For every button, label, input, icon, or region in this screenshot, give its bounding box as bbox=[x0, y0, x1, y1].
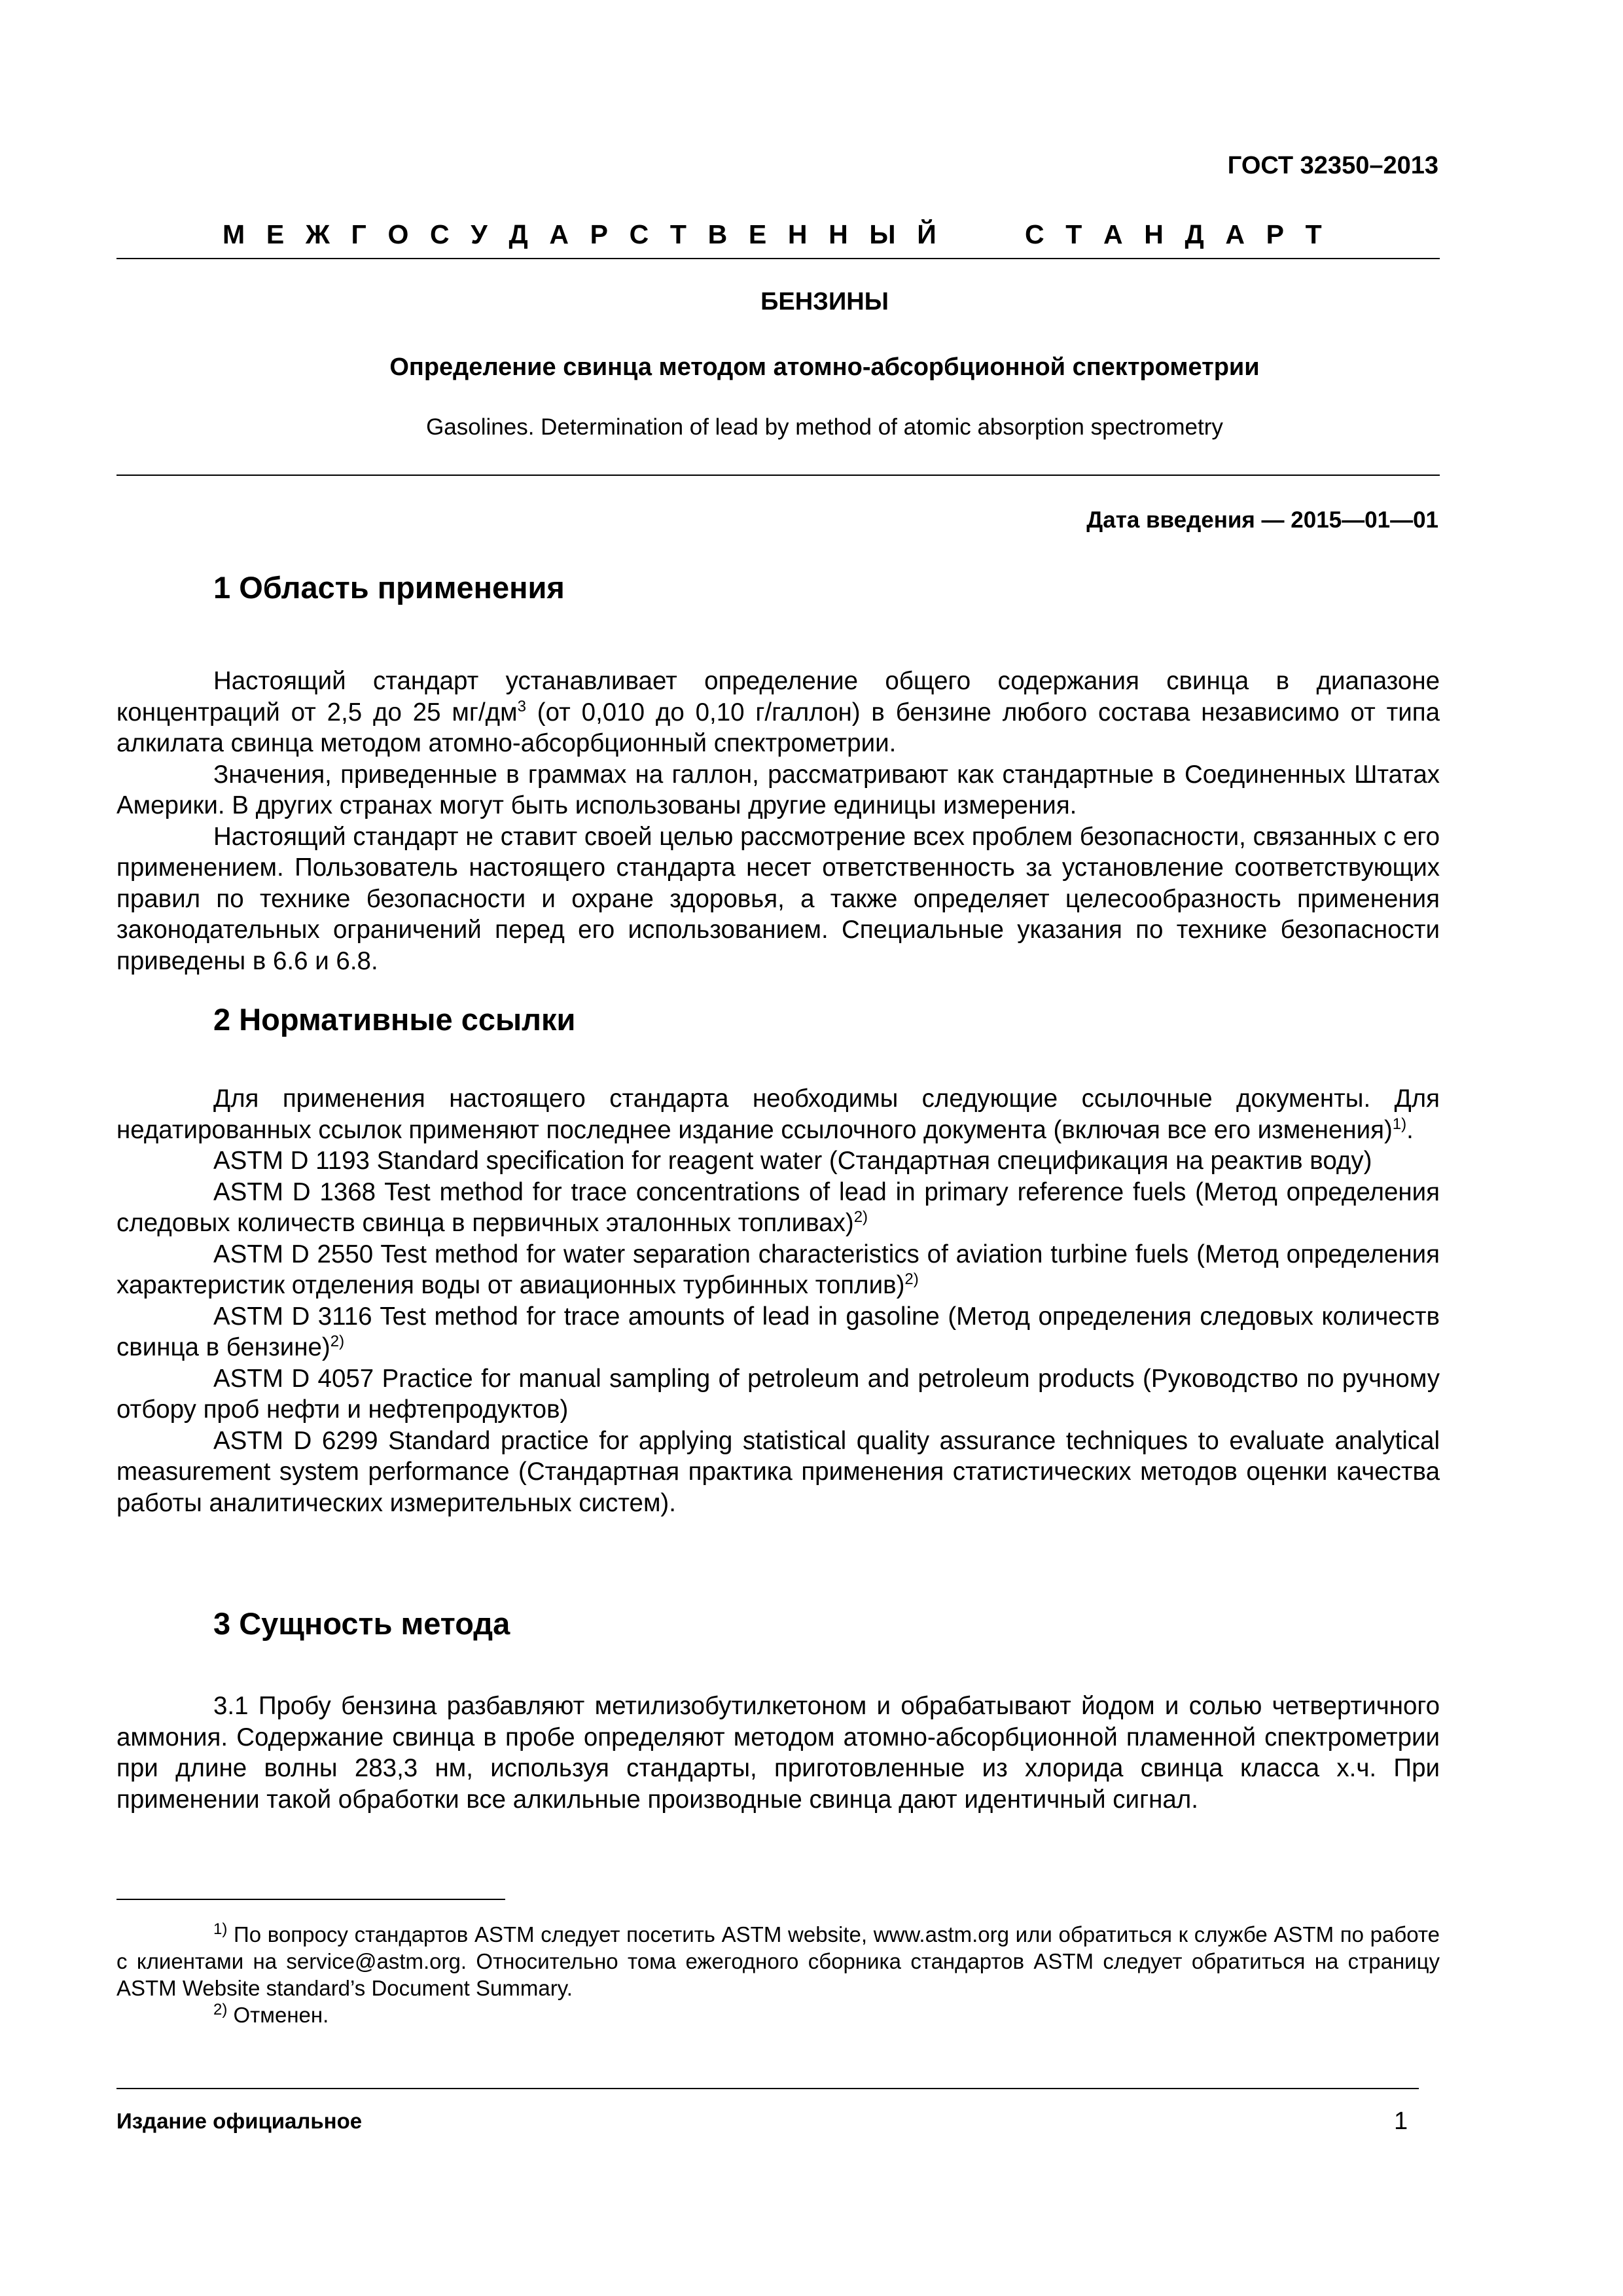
interstate-letter: Е bbox=[748, 219, 767, 249]
interstate-letter: Г bbox=[351, 219, 366, 249]
document-title-english: Gasolines. Determination of lead by method of atomic absorption spectrometry bbox=[426, 414, 1223, 440]
superscript: 3 bbox=[517, 697, 526, 715]
interstate-letter: А bbox=[1225, 219, 1245, 249]
standard-number: ГОСТ 32350–2013 bbox=[1227, 152, 1438, 179]
interstate-letter: У bbox=[471, 219, 488, 249]
document-title: БЕНЗИНЫ bbox=[760, 288, 889, 315]
reference-text: ASTM D 1368 Test method for trace concentrations of lead in primary reference fuels (Метод определения следовых количеств свинца в первичных эталонных топливах) bbox=[116, 1177, 1440, 1237]
footnote-text: Отменен. bbox=[227, 2003, 329, 2027]
interstate-letter: Д bbox=[508, 219, 528, 249]
paragraph-text: (от 0,010 до 0,10 г/галлон) в бензине любого состава независимо от типа алкилата свинца методом атомно-абсорбционный спектрометрии. bbox=[116, 698, 1440, 757]
interstate-letter: С bbox=[629, 219, 649, 249]
introduction-date: Дата введения — 2015—01—01 bbox=[1086, 507, 1438, 533]
reference-item bbox=[116, 1363, 1440, 1426]
title-divider bbox=[116, 475, 1440, 476]
footer-divider bbox=[116, 2088, 1419, 2089]
reference-item bbox=[116, 1177, 1440, 1239]
word-gap bbox=[957, 219, 1003, 250]
footnote-ref: 2) bbox=[904, 1270, 919, 1289]
interstate-letter: Т bbox=[669, 219, 687, 249]
interstate-letter: С bbox=[430, 219, 450, 249]
interstate-letter: О bbox=[387, 219, 409, 249]
reference-item bbox=[116, 1426, 1440, 1519]
interstate-letter: А bbox=[1103, 219, 1123, 249]
paragraph: Значения, приведенные в граммах на галлон, рассматривают как стандартные в Соединенных Штатах Америки. В других странах могут быть использованы другие единицы измерения. bbox=[116, 760, 1440, 819]
footnote-2 bbox=[116, 2001, 1440, 2028]
interstate-letter: Д bbox=[1185, 219, 1204, 249]
section-2-heading: 2 Нормативные ссылки bbox=[213, 1002, 576, 1037]
interstate-letter: Е bbox=[266, 219, 285, 249]
footnote-ref: 1) bbox=[1392, 1115, 1407, 1133]
reference-item bbox=[116, 1145, 1440, 1177]
reference-text: ASTM D 1193 Standard specification for reagent water (Стандартная спецификация на реактив воду) bbox=[213, 1147, 1372, 1175]
interstate-letter: В bbox=[707, 219, 728, 249]
interstate-letter: М bbox=[223, 219, 245, 249]
interstate-letter: А bbox=[549, 219, 569, 249]
section-2-body bbox=[116, 1083, 1440, 1518]
footnote-ref: 2) bbox=[330, 1333, 345, 1351]
interstate-letter: Т bbox=[1305, 219, 1322, 249]
paragraph: 3.1 Пробу бензина разбавляют метилизобутилкетоном и обрабатывают йодом и солью четвертичного аммония. Содержание свинца в пробе определяют методом атомно-абсорбционной пламенной спектрометрии при длине волны 283,3 нм, используя стандарты, приготовленные из хлорида свинца класса х.ч. При применении такой обработки все алкильные производные свинца дают идентичный сигнал. bbox=[116, 1692, 1440, 1814]
footnotes bbox=[116, 1921, 1440, 2028]
footnote-separator bbox=[116, 1899, 505, 1900]
document-subtitle: Определение свинца методом атомно-абсорбционной спектрометрии bbox=[389, 353, 1260, 381]
section-3-heading: 3 Сущность метода bbox=[213, 1606, 510, 1641]
interstate-letter: Н bbox=[1144, 219, 1164, 249]
reference-text: ASTM D 3116 Test method for trace amounts of lead in gasoline (Метод определения следовых количеств свинца в бензине) bbox=[116, 1302, 1440, 1361]
interstate-letter: Н bbox=[829, 219, 848, 249]
footnote-mark: 2) bbox=[213, 2001, 228, 2018]
paragraph-text: Настоящий стандарт устанавливает определение общего содержания свинца в диапазоне концентраций от 2,5 до 25 мг/дм bbox=[116, 667, 1440, 726]
edition-label: Издание официальное bbox=[116, 2109, 363, 2133]
reference-item bbox=[116, 1239, 1440, 1301]
interstate-letter: С bbox=[1024, 219, 1044, 249]
interstate-standard-heading bbox=[223, 219, 1322, 250]
footnote-ref: 2) bbox=[853, 1208, 868, 1227]
footnote-text: По вопросу стандартов ASTM следует посетить ASTM website, www.astm.org или обратиться к службе ASTM по работе с клиентами на service@astm.org. Относительно тома ежегодного сборника стандартов ASTM следует обратиться на страницу ASTM Website standard’s Document Summary. bbox=[116, 1922, 1440, 2000]
paragraph-text: . bbox=[1406, 1115, 1414, 1144]
paragraph-text: Для применения настоящего стандарта необходимы следующие ссылочные документы. Для недатированных ссылок применяют последнее издание ссылочного документа (включая все его изменения) bbox=[116, 1085, 1440, 1144]
interstate-letter: Р bbox=[1266, 219, 1284, 249]
section-1-heading: 1 Область применения bbox=[213, 570, 565, 605]
interstate-letter: Н bbox=[787, 219, 808, 249]
footnote-mark: 1) bbox=[213, 1920, 228, 1938]
section-3-body bbox=[116, 1691, 1440, 1815]
reference-text: ASTM D 4057 Practice for manual sampling of petroleum and petroleum products (Руководство по ручному отбору проб нефти и нефтепродуктов) bbox=[116, 1364, 1440, 1424]
reference-text: ASTM D 2550 Test method for water separation characteristics of aviation turbine fuels (Метод определения характеристик отделения воды от авиационных турбинных топлив) bbox=[116, 1240, 1440, 1299]
interstate-letter: Ы bbox=[869, 219, 896, 249]
paragraph bbox=[116, 1083, 1440, 1145]
interstate-letter: Т bbox=[1065, 219, 1082, 249]
paragraph bbox=[116, 666, 1440, 759]
header-divider bbox=[116, 258, 1440, 259]
page-number: 1 bbox=[1394, 2108, 1408, 2135]
footnote-1 bbox=[116, 1921, 1440, 2001]
reference-item bbox=[116, 1301, 1440, 1363]
interstate-letter: Р bbox=[590, 219, 608, 249]
reference-text: ASTM D 6299 Standard practice for applying statistical quality assurance techniques to evaluate analytical measurement system performance (Стандартная практика применения статистических методов оценки качества работы аналитических измерительных систем). bbox=[116, 1426, 1440, 1517]
interstate-letter: Ж bbox=[305, 219, 330, 249]
section-1-body bbox=[116, 666, 1440, 977]
paragraph: Настоящий стандарт не ставит своей целью рассмотрение всех проблем безопасности, связанных с его применением. Пользователь настоящего стандарта несет ответственность за установление соответствующих правил по технике безопасности и охране здоровья, а также определяет целесообразность применения законодательных ограничений перед его использованием. Специальные указания по технике безопасности приведены в 6.6 и 6.8. bbox=[116, 822, 1440, 975]
interstate-letter: Й bbox=[917, 219, 936, 249]
